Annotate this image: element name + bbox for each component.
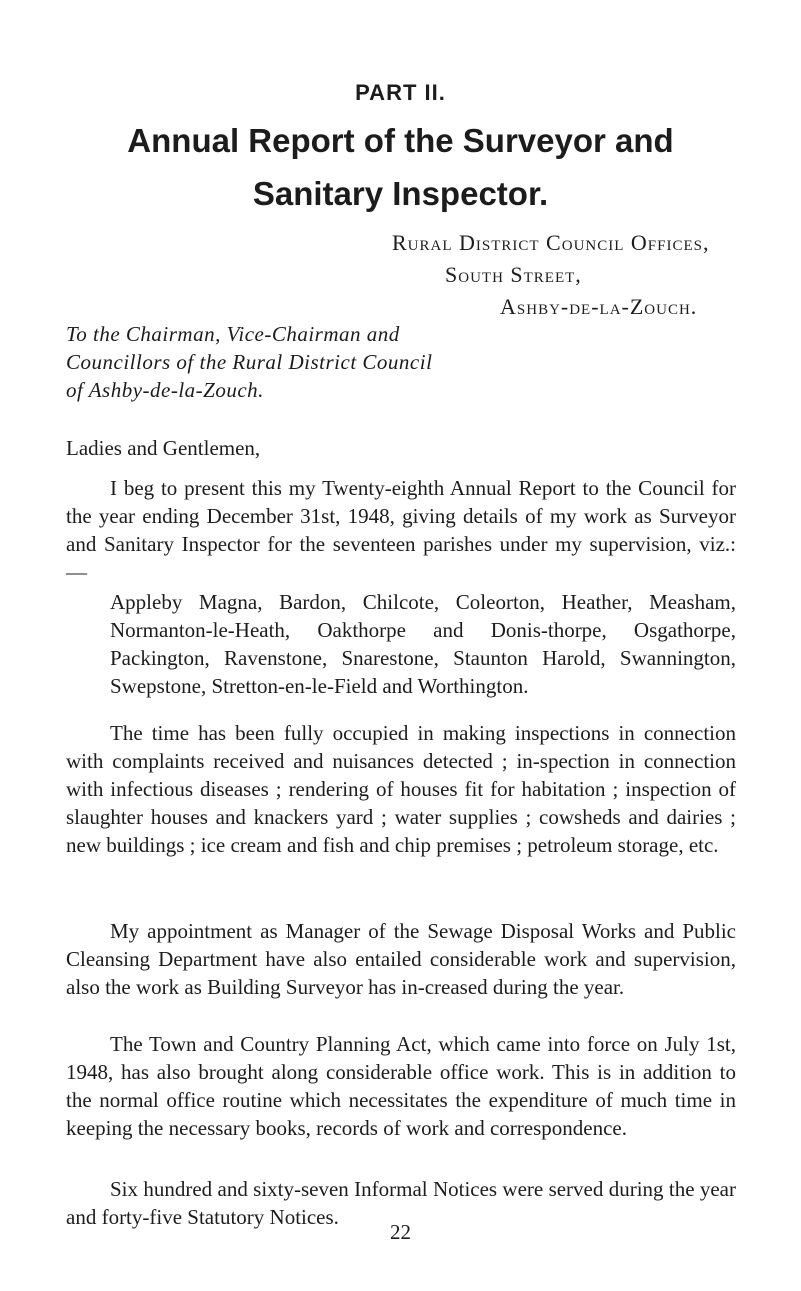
report-title-line-1: Annual Report of the Surveyor and	[127, 122, 674, 159]
parish-list: Appleby Magna, Bardon, Chilcote, Coleorton, Heather, Measham, Normanton-le-Heath, Oakthorpe and Donis-thorpe, Osgathorpe, Packington, Ravenstone, Snarestone, Staunton Harold, Swannington, Swepstone, Stretton-en-le-Field and Worthington.	[110, 590, 736, 698]
part-heading: PART II.	[355, 80, 446, 105]
addressee-line-2: Councillors of the Rural District Council	[66, 350, 433, 374]
paragraph-intro: I beg to present this my Twenty-eighth Annual Report to the Council for the year ending December 31st, 1948, giving details of my work as Surveyor and Sanitary Inspector for the seventeen parishes under my supervision, viz.: —	[66, 476, 736, 584]
paragraph-inspections: The time has been fully occupied in making inspections in connection with complaints received and nuisances detected ; in-spection in connection with infectious diseases ; rendering of houses fit for habitation ; inspection of slaughter houses and knackers yard ; water supplies ; cowsheds and dairies ; new buildings ; ice cream and fish and chip premises ; petroleum storage, etc.	[66, 721, 736, 857]
address-line-2: South Street,	[445, 262, 582, 287]
paragraph-notices: Six hundred and sixty-seven Informal Notices were served during the year and forty-five Statutory Notices.	[66, 1177, 736, 1229]
address-line-1: Rural District Council Offices,	[392, 230, 710, 255]
addressee-line-3: of Ashby-de-la-Zouch.	[66, 378, 264, 402]
report-title-line-2: Sanitary Inspector.	[252, 175, 549, 212]
address-line-3: Ashby-de-la-Zouch.	[500, 294, 698, 319]
addressee-line-1: To the Chairman, Vice-Chairman and	[66, 322, 400, 346]
greeting: Ladies and Gentlemen,	[66, 436, 261, 460]
paragraph-planning-act: The Town and Country Planning Act, which came into force on July 1st, 1948, has also brought along considerable office work. This is in addition to the normal office routine which necessitates the expenditure of much time in keeping the necessary books, records of work and correspondence.	[66, 1032, 736, 1140]
page-number: 22	[390, 1220, 411, 1244]
paragraph-appointment: My appointment as Manager of the Sewage Disposal Works and Public Cleansing Department have also entailed considerable work and supervision, also the work as Building Surveyor has in-creased during the year.	[66, 919, 736, 999]
